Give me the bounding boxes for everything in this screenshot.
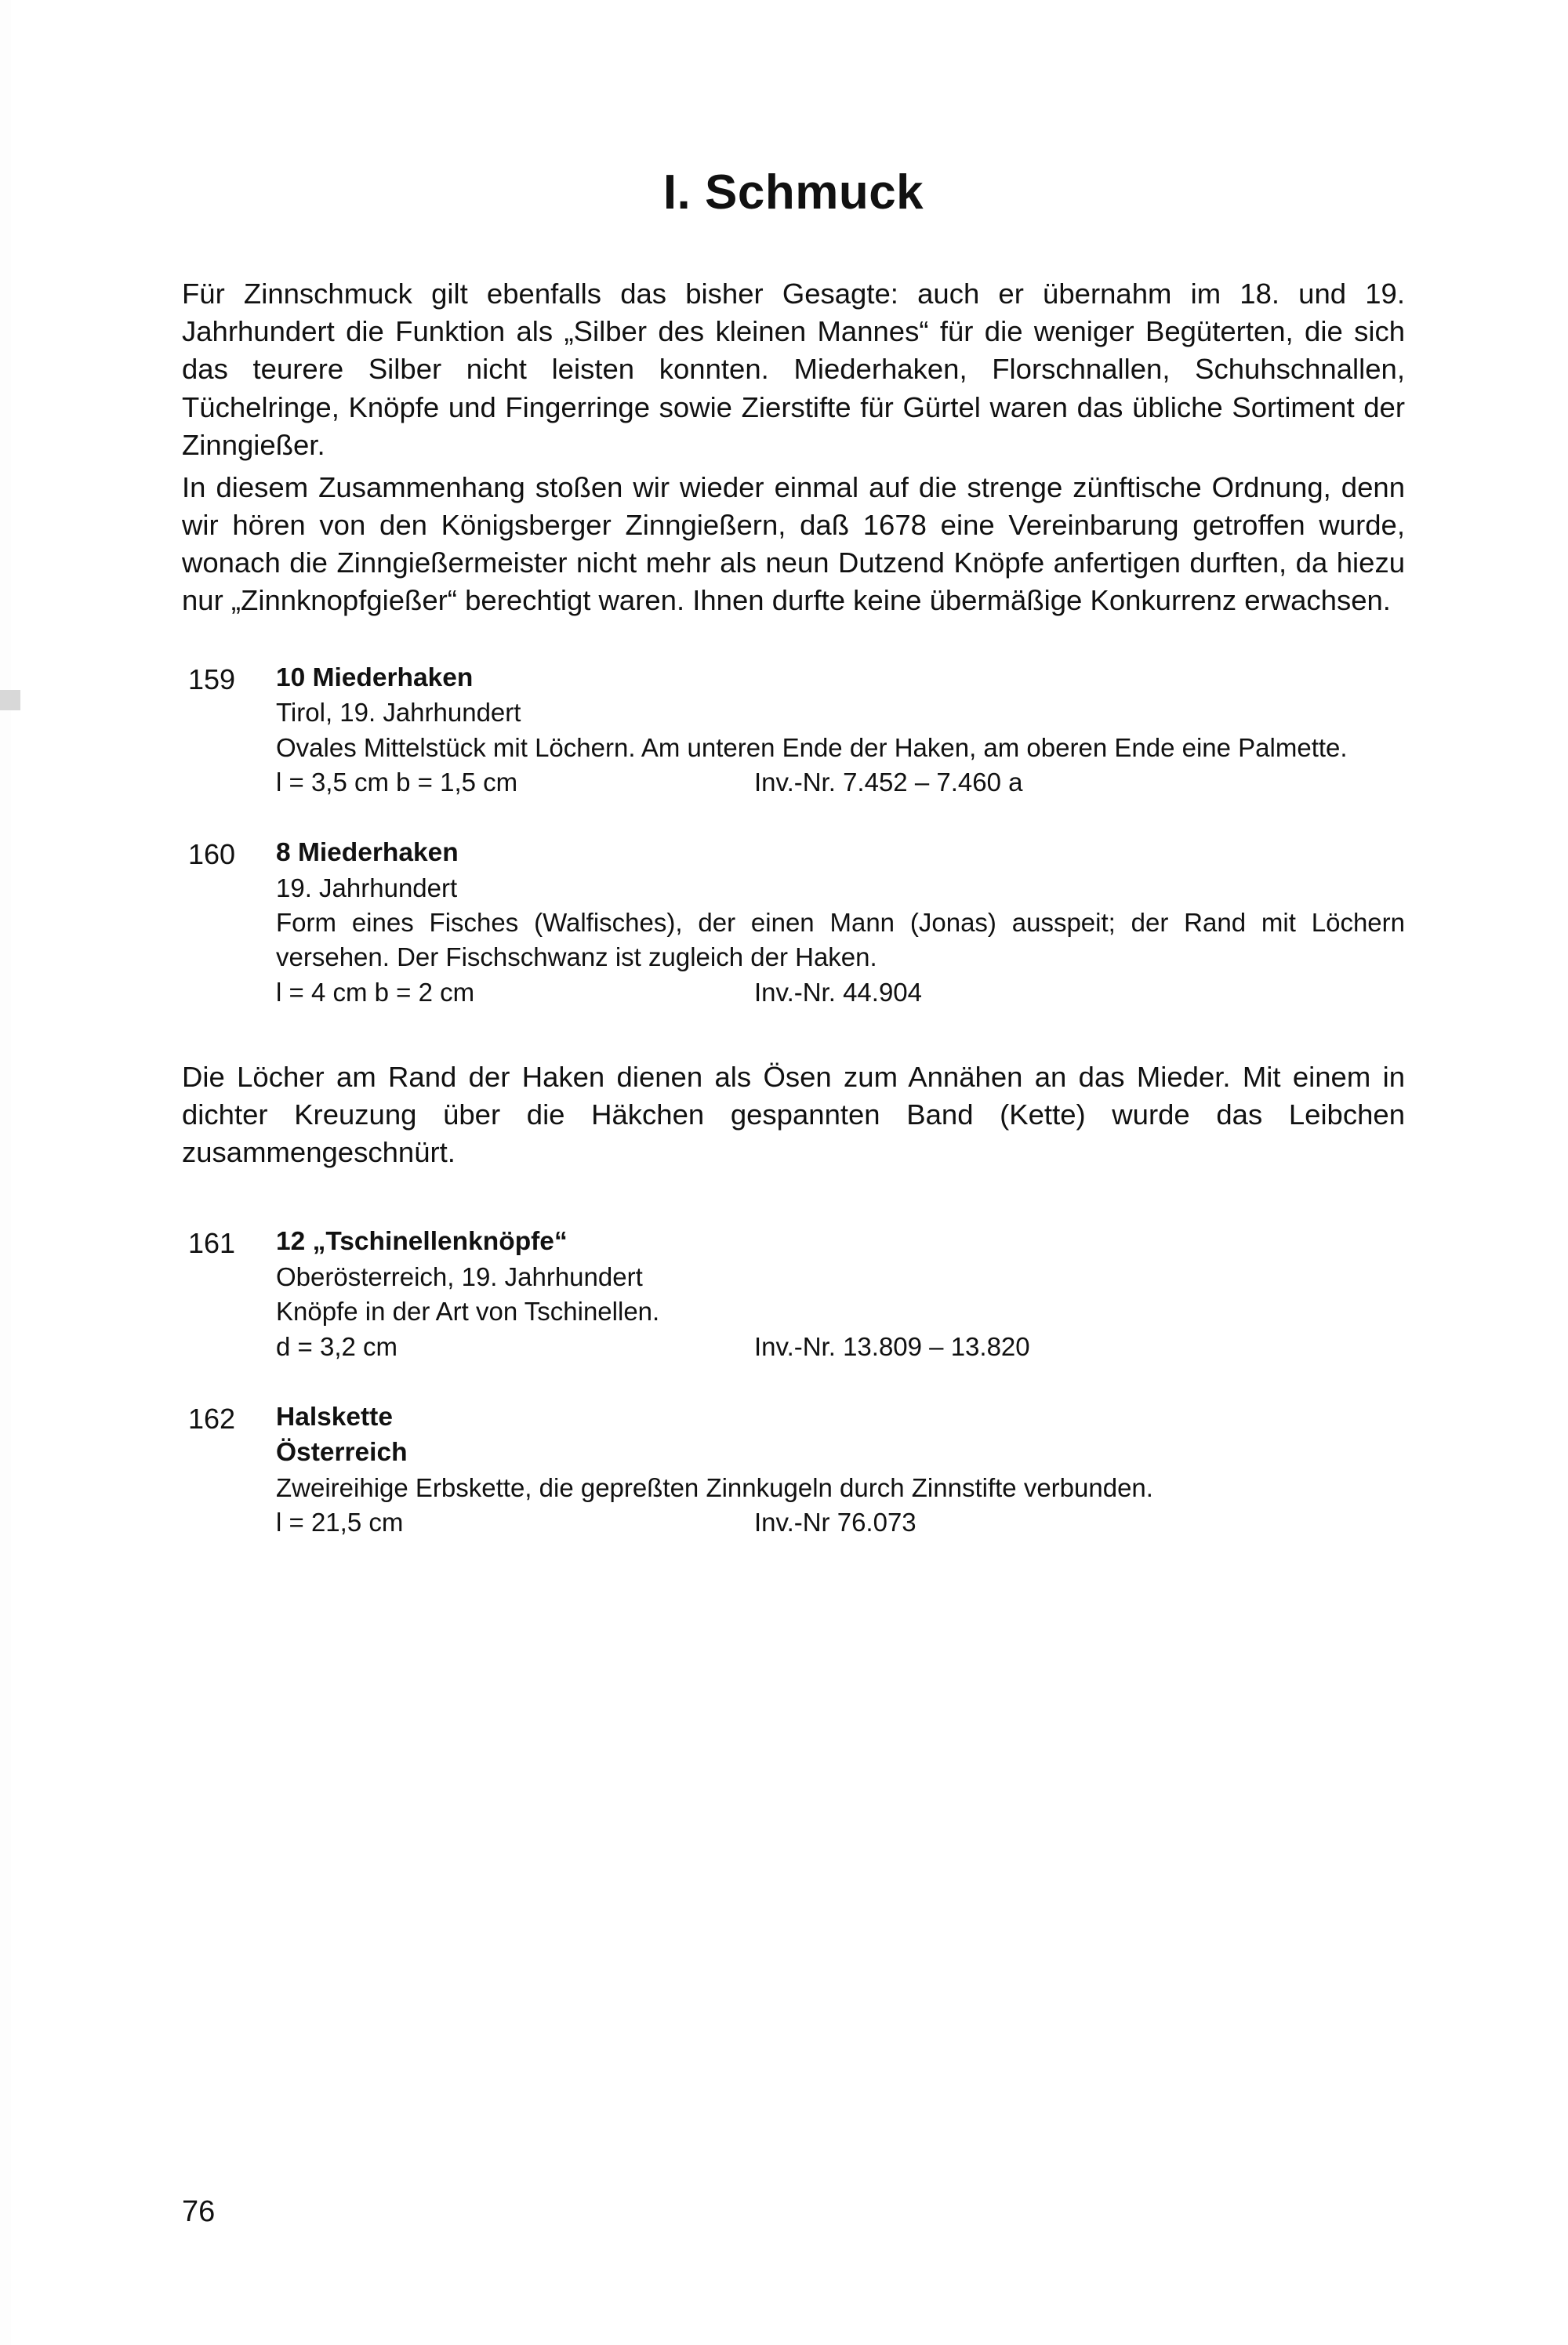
entry-description: Form eines Fisches (Walfisches), der einen Mann (Jonas) ausspeit; der Rand mit Löchern versehen. Der Fischschwanz ist zugleich der Haken. (276, 908, 1405, 972)
catalog-entry (182, 1225, 1405, 1364)
entry-body (276, 1225, 1405, 1364)
catalog-entry (182, 661, 1405, 800)
entry-dimensions: l = 3,5 cm b = 1,5 cm (276, 767, 518, 797)
entry-inventory: Inv.-Nr. 7.452 – 7.460 a (754, 767, 1023, 797)
entry-dimensions: l = 21,5 cm (276, 1507, 404, 1537)
entry-number: 162 (188, 1402, 236, 1435)
entry-dimensions: d = 3,2 cm (276, 1331, 397, 1361)
intro-paragraph-1: Für Zinnschmuck gilt ebenfalls das bisher Gesagte: auch er übernahm im 18. und 19. Jahrhundert die Funktion als „Silber des kleinen Mannes“ für die weniger Begüterten, die sich das teurere Silber nicht leisten konnten. Miederhaken, Florschnallen, Schuhschnallen, Tüchelringe, Knöpfe und Fingerringe sowie Zierstifte für Gürtel waren das übliche Sortiment der Zinngießer. (182, 278, 1405, 461)
entry-measure-row (276, 765, 1405, 800)
page-edge-shadow (0, 0, 11, 2345)
entry-heading: Halskette (276, 1402, 393, 1432)
catalog-entry (182, 1400, 1405, 1540)
entry-heading: 12 „Tschinellenknöpfe“ (276, 1227, 568, 1257)
spacer (182, 800, 1405, 836)
entry-measure-row (276, 1330, 1405, 1364)
spacer (182, 1176, 1405, 1225)
entry-heading: 10 Miederhaken (276, 662, 474, 692)
spacer (182, 1010, 1405, 1058)
entry-heading-secondary: Österreich (276, 1437, 408, 1467)
entry-origin: 19. Jahrhundert (276, 873, 458, 902)
intro-paragraph-2: In diesem Zusammenhang stoßen wir wieder einmal auf die strenge zünftische Ordnung, denn wir hören von den Königsberger Zinngießern, daß 1678 eine Vereinbarung getroffen wurde, wonach die Zinngießermeister nicht mehr als neun Dutzend Knöpfe anfertigen durften, da hiezu nur „Zinnknopfgießer“ berechtigt waren. Ihnen durfte keine übermäßige Konkurrenz erwachsen. (182, 470, 1405, 617)
entry-number: 159 (188, 662, 236, 695)
entry-body (276, 1400, 1405, 1540)
catalog-entry (182, 836, 1405, 1010)
spacer (182, 1364, 1405, 1400)
entry-body (276, 661, 1405, 800)
entry-description: Zweireihige Erbskette, die gepreßten Zinnkugeln durch Zinnstifte verbunden. (276, 1472, 1153, 1502)
page-edge-artifact (0, 690, 20, 710)
entry-inventory: Inv.-Nr. 44.904 (754, 977, 923, 1007)
entry-inventory: Inv.-Nr 76.073 (754, 1507, 916, 1537)
entry-measure-row (276, 1505, 1405, 1540)
entry-inventory: Inv.-Nr. 13.809 – 13.820 (754, 1331, 1030, 1361)
spacer (182, 625, 1405, 661)
entry-measure-row (276, 975, 1405, 1010)
entry-dimensions: l = 4 cm b = 2 cm (276, 977, 475, 1007)
page-title: I. Schmuck (662, 165, 924, 220)
entry-number: 161 (188, 1227, 236, 1260)
page-content (182, 165, 1405, 1540)
entry-number: 160 (188, 838, 236, 871)
entry-description: Ovales Mittelstück mit Löchern. Am unteren Ende der Haken, am oberen Ende eine Palmette. (276, 732, 1348, 762)
entry-description: Knöpfe in der Art von Tschinellen. (276, 1297, 660, 1327)
page-number: 76 (182, 2195, 216, 2228)
entry-origin: Oberösterreich, 19. Jahrhundert (276, 1262, 643, 1292)
entry-body (276, 836, 1405, 1010)
entry-origin: Tirol, 19. Jahrhundert (276, 698, 521, 728)
middle-paragraph: Die Löcher am Rand der Haken dienen als Ösen zum Annähen an das Mieder. Mit einem in dichter Kreuzung über die Häkchen gespannten Band (Kette) wurde das Leibchen zusammengeschnürt. (182, 1060, 1405, 1169)
entry-heading: 8 Miederhaken (276, 838, 459, 868)
